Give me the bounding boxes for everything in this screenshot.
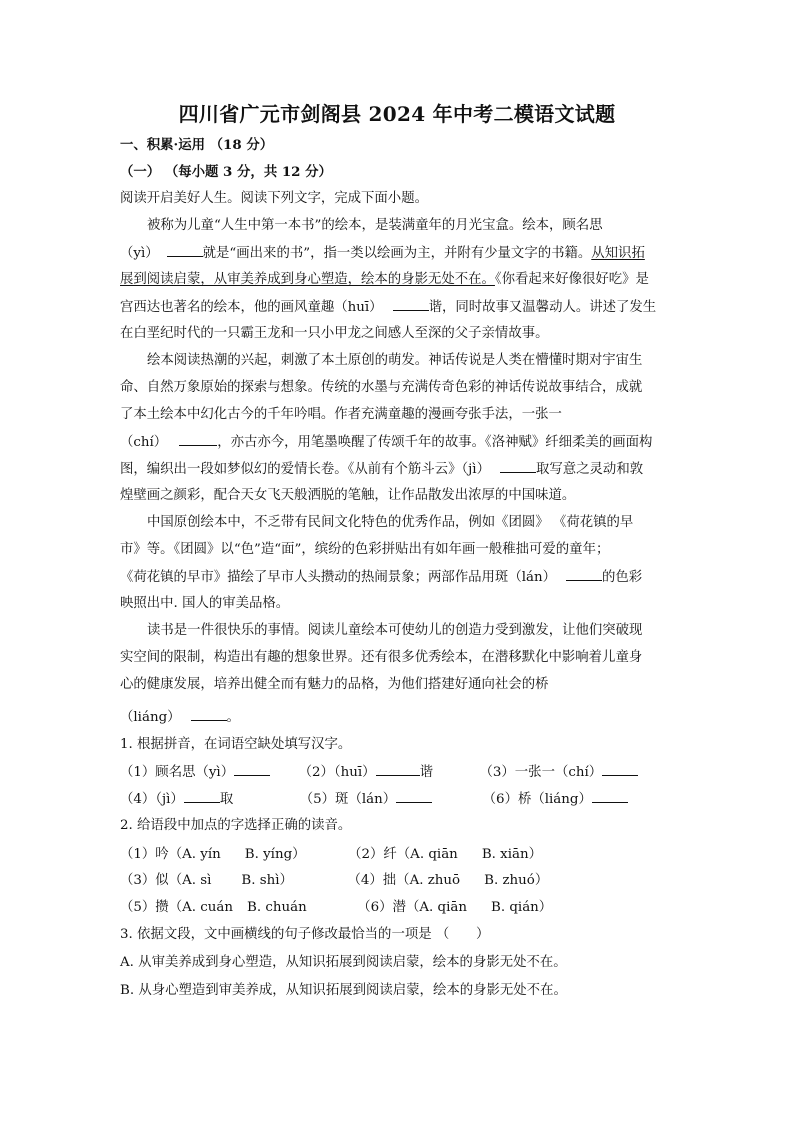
p3-line1: 中国原创绘本中，不乏带有民间文化特色的优秀作品，例如《团圆》 《荷花镇的早: [147, 515, 634, 530]
answer-blank: [376, 763, 420, 776]
answer-blank: [393, 298, 429, 311]
question-3-option-a: A. 从审美养成到身心塑造，从知识拓展到阅读启蒙，绘本的身影无处不在。: [120, 955, 567, 970]
p4-line3: 心的健康发展，培养出健全而有魅力的品格，为他们搭建好通向社会的桥: [120, 677, 549, 692]
p2-line6: 煌壁画之颜彩，配合天女飞天般洒脱的笔触，让作品散发出浓厚的中国味道。: [120, 488, 576, 503]
p1-line5: 在白垩纪时代的一只霸王龙和一只小甲龙之间感人至深的父子亲情故事。: [120, 326, 549, 341]
p1-line1: 被称为儿童“人生中第一本书”的绘本，是装满童年的月光宝盒。绘本，顾名思: [147, 218, 603, 233]
question-2-row1: （1）吟（A. yín B. yíng） （2）纤（A. qiān B. xiān）: [120, 847, 542, 862]
question-2-row3: （5）攒（A. cuán B. chuán （6）潜（A. qiān B. qián）: [120, 900, 553, 915]
exam-title: 四川省广元市剑阁县 2024 年中考二模语文试题: [178, 102, 616, 126]
p3-line4: 映照出中. 国人的审美品格。: [120, 596, 290, 611]
p1-line3: 展到阅读启蒙，从审美养成到身心塑造，绘本的身影无处不在。《你看起来好像很好吃》是: [120, 272, 649, 287]
answer-blank: [592, 790, 628, 803]
answer-blank: [179, 433, 217, 446]
p4-line2: 实空间的限制，构造出有趣的想象世界。还有很多优秀绘本，在潜移默化中影响着儿童身: [120, 650, 643, 665]
p4-line4: （liáng） 。: [120, 710, 240, 725]
p1-line4: 宫西达也著名的绘本，他的画风童趣（huī） 谐，同时故事又温馨动人。讲述了发生: [120, 300, 657, 315]
answer-blank: [234, 763, 270, 776]
p2-line1: 绘本阅读热潮的兴起，刺激了本土原创的萌发。神话传说是人类在懵懂时期对宇宙生: [147, 353, 643, 368]
question-2-row2: （3）似（A. sì B. shì） （4）拙（A. zhuō B. zhuó）: [120, 873, 549, 888]
p3-line2: 市》等。《团圆》以“色”造“面”，缤纷的色彩拼贴出有如年画一般稚拙可爱的童年；: [120, 542, 610, 557]
question-3-stem: 3. 依据文段，文中画横线的句子修改最恰当的一项是 （ ）: [120, 927, 490, 942]
underlined-sentence: 从知识拓: [591, 246, 645, 261]
question-1-row1: （1）顾名思（yì） （2）（huī） 谐 （3）一张一（chí）: [120, 763, 680, 782]
underlined-sentence: 展到阅读启蒙，从审美养成到身心塑造，绘本的身影无处不在。: [120, 272, 495, 287]
p1-line2: （yì） 就是“画出来的书”，指一类以绘画为主，并附有少量文字的书籍。从知识拓: [120, 246, 645, 261]
p2-line2: 命、自然万象原始的探索与想象。传统的水墨与充满传奇色彩的神话传说故事结合，成就: [120, 380, 643, 395]
answer-blank: [500, 460, 536, 473]
p2-line3: 了本土绘本中幻化古今的千年吟唱。作者充满童趣的漫画夸张手法，一张一: [120, 407, 562, 422]
p2-line4: （chí） ，亦古亦今，用笔墨唤醒了传颂千年的故事。《洛神赋》纤细柔美的画面构: [120, 435, 653, 450]
p4-line1: 读书是一件很快乐的事情。阅读儿童绘本可使幼儿的创造力受到激发，让他们突破现: [147, 623, 643, 638]
answer-blank: [184, 790, 220, 803]
answer-blank: [167, 244, 203, 257]
part-heading: （一） （每小题 3 分，共 12 分）: [120, 164, 332, 180]
p3-line3: 《荷花镇的早市》描绘了早市人头攒动的热闹景象；两部作品用斑（lán） 的色彩: [120, 570, 643, 585]
question-1-row2: （4）（jì） 取 （5）斑（lán） （6）桥（liáng）: [120, 790, 680, 809]
answer-blank: [566, 568, 602, 581]
question-3-option-b: B. 从身心塑造到审美养成，从知识拓展到阅读启蒙，绘本的身影无处不在。: [120, 983, 567, 998]
section-heading: 一、积累·运用 （18 分）: [120, 137, 274, 153]
instruction: 阅读开启美好人生。阅读下列文字，完成下面小题。: [120, 191, 428, 206]
answer-blank: [396, 790, 432, 803]
question-1-stem: 1. 根据拼音，在词语空缺处填写汉字。: [120, 737, 352, 752]
answer-blank: [602, 763, 638, 776]
question-2-stem: 2. 给语段中加点的字选择正确的读音。: [120, 818, 352, 833]
answer-blank: [191, 708, 227, 721]
p2-line5: 图，编织出一段如梦似幻的爱情长卷。《从前有个筋斗云》（jì） 取写意之灵动和敦: [120, 462, 644, 477]
